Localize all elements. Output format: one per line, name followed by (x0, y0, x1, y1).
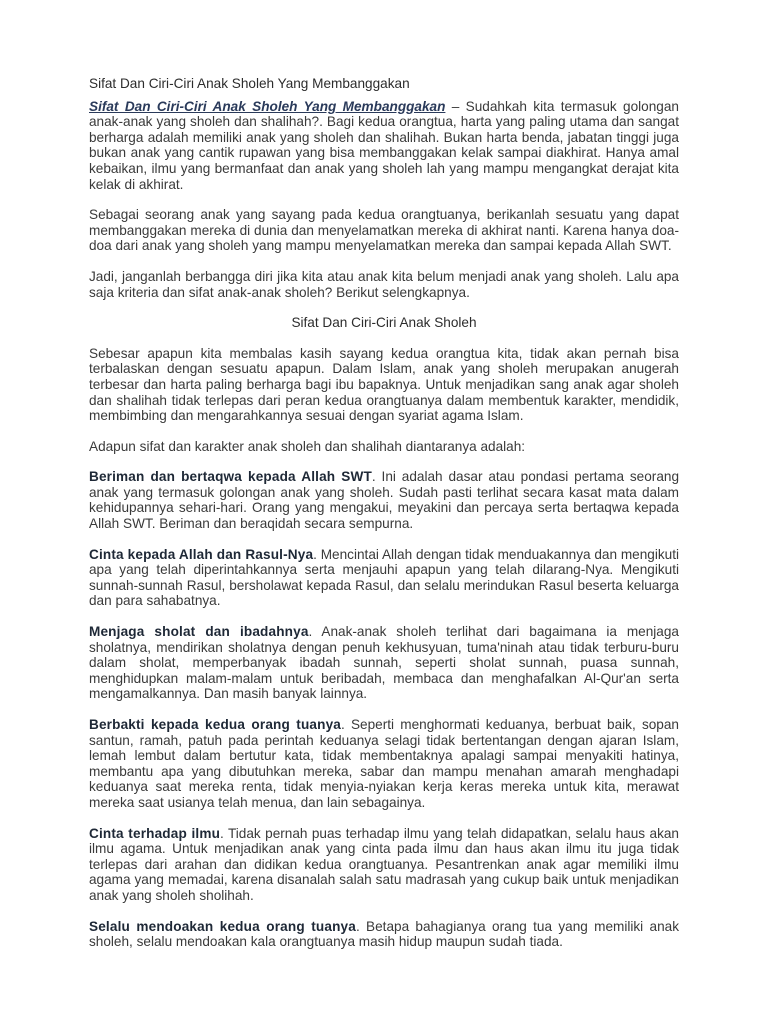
trait-text: . Anak-anak sholeh terlihat dari bagaimana ia menjaga sholatnya, mendirikan sholatnya dengan penuh kekhusyuan, tuma'ninah atau tidak terburu-buru dalam sholat, memperbanyak ibadah sunnah, seperti sholat sunnah, puasa sunnah, menghidupkan malam-malam untuk beribadah, membaca dan menghafalkan Al-Qur'an serta mengamalkannya. Dan masih banyak lainnya. (89, 624, 679, 702)
trait-text: . Mencintai Allah dengan tidak menduakannya dan mengikuti apa yang telah diperintahkannya serta menjauhi apapun yang telah dilarang-Nya. Mengikuti sunnah-sunnah Rasul, bersholawat kepada Rasul, dan selalu merindukan Rasul beserta keluarga dan para sahabatnya. (89, 546, 680, 609)
trait-name: Selalu mendoakan kedua orang tuanya (89, 918, 356, 934)
trait-ilmu (89, 826, 679, 904)
trait-text: . Tidak pernah puas terhadap ilmu yang telah didapatkan, selalu haus akan ilmu agama. Untuk menjadikan anak yang cinta pada ilmu dan haus akan ilmu itu juga tidak terlepas dari arahan dan didikan kedua orangtuanya. Pesantrenkan anak agar memiliki ilmu agama yang memadai, karena disanalah salah satu madrasah yang cukup baik untuk menjadikan anak yang sholeh sholihah. (89, 825, 679, 903)
trait-name: Menjaga sholat dan ibadahnya (89, 624, 309, 640)
trait-name: Cinta terhadap ilmu (89, 825, 221, 841)
intro-text: – Sudahkah kita termasuk golongan anak-anak yang sholeh dan shalihah?. Bagi kedua orangtua, harta yang paling utama dan sangat berharga adalah memiliki anak yang sholeh dan shalihah. Bukan harta benda, jabatan tinggi juga bukan anak yang cantik rupawan yang bisa membanggakan kelak sampai diakhirat. Hanya amal kebaikan, ilmu yang bermanfaat dan anak yang sholeh lah yang mampu mengangkat derajat kita kelak di akhirat. (89, 98, 679, 192)
paragraph-5: Adapun sifat dan karakter anak sholeh dan shalihah diantaranya adalah: (89, 438, 526, 454)
document-page (89, 76, 679, 965)
trait-name: Cinta kepada Allah dan Rasul-Nya (89, 546, 314, 562)
trait-cinta-allah (89, 547, 679, 609)
trait-iman (89, 469, 679, 531)
trait-mendoakan (89, 919, 679, 950)
trait-text: . Seperti menghormati keduanya, berbuat baik, sopan santun, ramah, patuh pada perintah keduanya selagi tidak bertentangan dengan ajaran Islam, lemah lembut dalam bertutur kata, tidak membentaknya apalagi sampai menyakiti hatinya, membantu apa yang dibutuhkan mereka, sabar dan mampu menahan amarah menghadapi keduanya saat mereka renta, tidak menyia-nyiakan kerja keras mereka untuk kita, merawat mereka saat usianya telah menua, dan lain sebagainya. (89, 717, 679, 810)
trait-text: . Ini adalah dasar atau pondasi pertama seorang anak yang termasuk golongan anak yang sholeh. Sudah pasti terlihat secara kasat mata dalam kehidupannya sehari-hari. Orang yang mengakui, meyakini dan percaya serta bertaqwa kepada Allah SWT. Beriman dan beraqidah secara sempurna. (89, 469, 679, 532)
paragraph-4: Sebesar apapun kita membalas kasih sayang kedua orangtua kita, tidak akan pernah bisa terbalaskan dengan sesuatu apapun. Dalam Islam, anak yang sholeh merupakan anugerah terbesar dan harta paling berharga bagi ibu bapaknya. Untuk menjadikan sang anak agar sholeh dan shalihah tidak terlepas dari peran kedua orangtuanya dalam membentuk karakter, mendidik, membimbing dan mengarahkannya sesuai dengan syariat agama Islam. (89, 345, 679, 424)
paragraph-3: Jadi, janganlah berbangga diri jika kita atau anak kita belum menjadi anak yang sholeh. Lalu apa saja kriteria dan sifat anak-anak sholeh? Berikut selengkapnya. (89, 268, 679, 300)
trait-name: Berbakti kepada kedua orang tuanya (89, 717, 342, 732)
intro-paragraph (89, 99, 679, 193)
trait-berbakti (89, 717, 679, 811)
intro-title-link[interactable]: Sifat Dan Ciri-Ciri Anak Sholeh Yang Membanggakan (89, 98, 446, 114)
trait-text: . Betapa bahagianya orang tua yang memiliki anak sholeh, selalu mendoakan kala orangtuanya masih hidup maupun sudah tiada. (89, 918, 679, 950)
trait-sholat (89, 624, 679, 702)
document-title: Sifat Dan Ciri-Ciri Anak Sholeh Yang Membanggakan (89, 76, 410, 91)
section-heading: Sifat Dan Ciri-Ciri Anak Sholeh (291, 315, 477, 331)
paragraph-2: Sebagai seorang anak yang sayang pada kedua orangtuanya, berikanlah sesuatu yang dapat membanggakan mereka di dunia dan menyelamatkan mereka di akhirat nanti. Karena hanya doa-doa dari anak yang sholeh yang mampu menyelamatkan mereka dan sampai kepada Allah SWT. (89, 207, 679, 254)
trait-name: Beriman dan bertaqwa kepada Allah SWT (89, 469, 372, 485)
